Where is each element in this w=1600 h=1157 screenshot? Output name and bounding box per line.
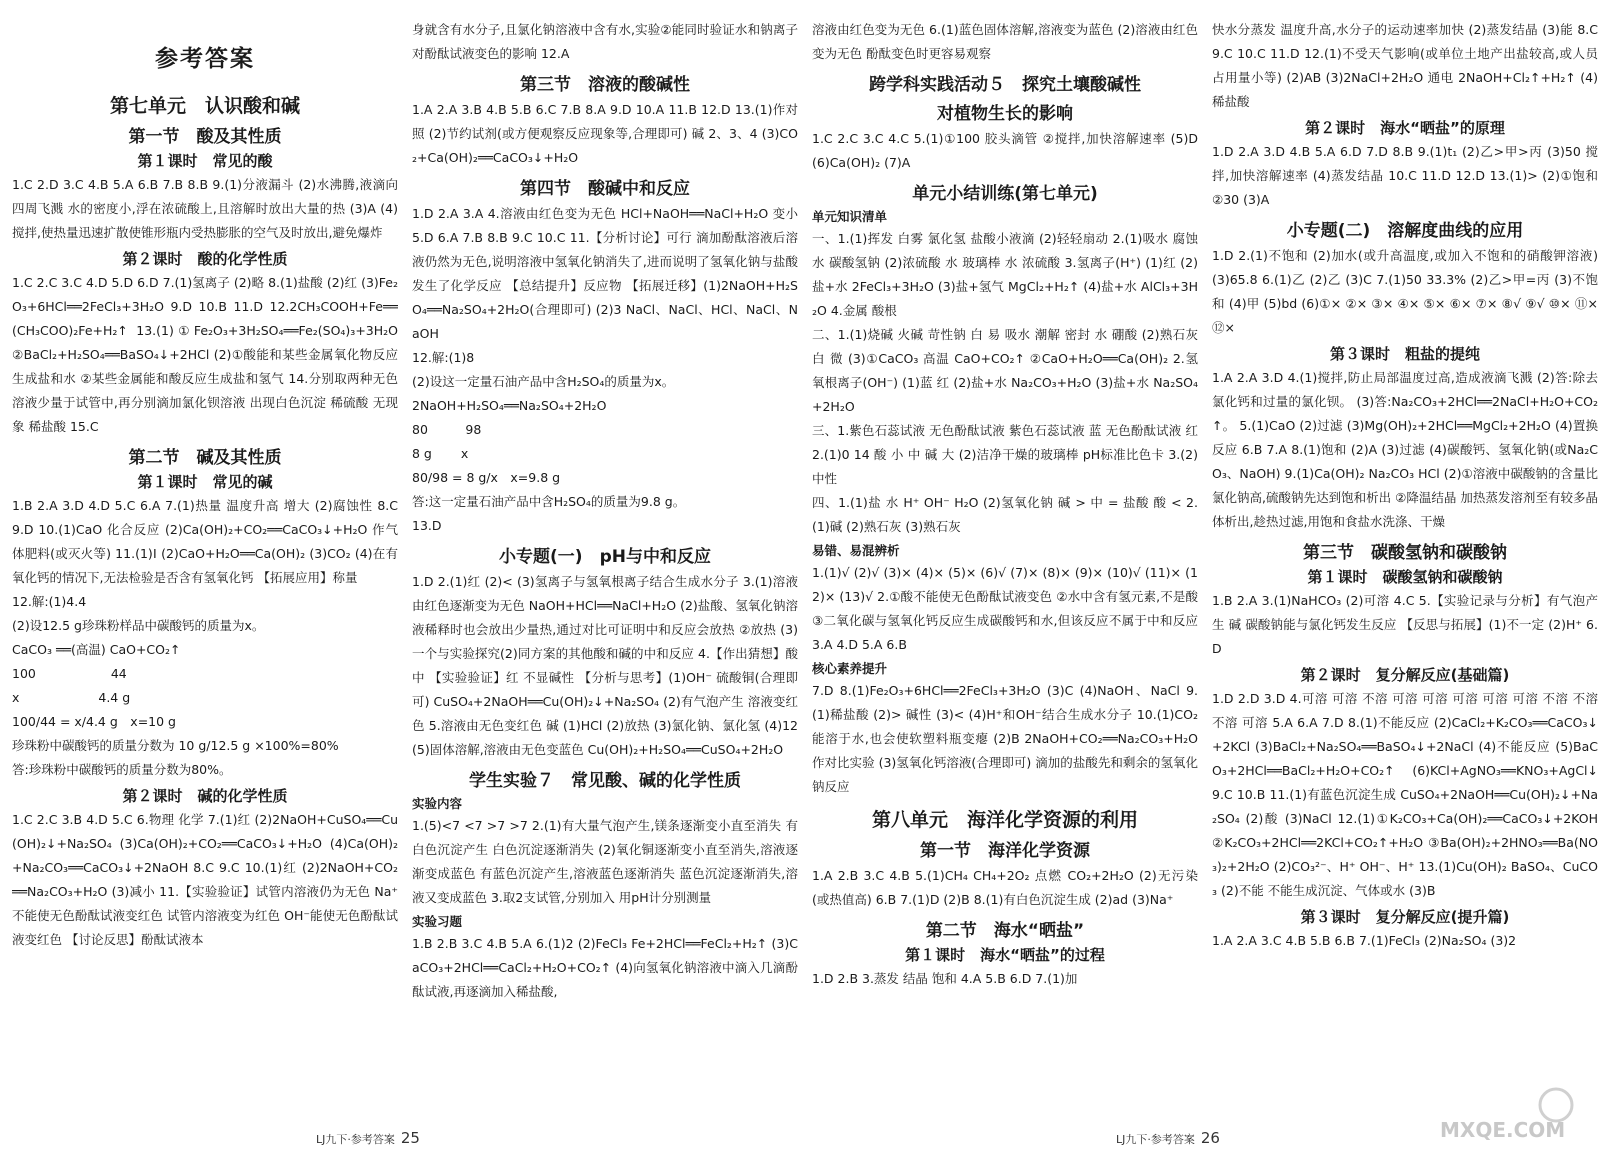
sub-label: 实验内容 bbox=[412, 796, 463, 811]
answer-text: 7.D 8.(1)Fe₂O₃+6HCl══2FeCl₃+3H₂O (3)C (4)NaOH、NaCl 9.(1)稀盐酸 (2)> 碱性 (3)< (4)H⁺和OH⁻结合生成水分子 10.(1)CO₂能溶于水,也会使软塑料瓶变瘪 (2)B 2NaOH+CO₂══Na₂CO₃+H₂O 作对比实验 (3)氢氧化钙溶液(合理即可) 滴加的盐酸先和剩余的氢氧化钠反应 bbox=[812, 683, 1198, 794]
sub-label: 核心素养提升 bbox=[812, 661, 888, 676]
answer-text: 1.A 2.B 3.C 4.B 5.(1)CH₄ CH₄+2O₂ 点燃 CO₂+2H₂O (2)无污染(或热值高) 6.B 7.(1)D (2)B 8.(1)有白色沉淀生成 (2)ad (3)Na⁺ bbox=[812, 868, 1198, 907]
section-title: 小专题(二) 溶解度曲线的应用 bbox=[1286, 221, 1524, 241]
answer-text: 13.D bbox=[412, 518, 442, 533]
unit-title: 第八单元 海洋化学资源的利用 bbox=[871, 809, 1138, 831]
footer-label: LJ九下·参考答案 bbox=[1116, 1133, 1195, 1146]
lesson-title: 第１课时 碳酸氢钠和碳酸钠 bbox=[1307, 568, 1503, 586]
answer-text: 快水分蒸发 温度升高,水分子的运动速率加快 (2)蒸发结晶 (3)能 8.C 9.C 10.C 11.D 12.(1)不受天气影响(或单位土地产出盐较高,或人员占用量小等) (2)AB (3)2NaCl+2H₂O 通电 2NaOH+Cl₂↑+H₂↑ (4)稀盐酸 bbox=[1212, 22, 1598, 109]
section-title: 第一节 酸及其性质 bbox=[128, 127, 282, 147]
lesson-title: 第３课时 复分解反应(提升篇) bbox=[1300, 908, 1510, 926]
answer-text: 1.A 2.A 3.B 4.B 5.B 6.C 7.B 8.A 9.D 10.A 11.B 12.D 13.(1)作对照 (2)节约试剂(或方便观察反应现象等,合理即可) 碱 2、3、4 (3)CO₂+Ca(OH)₂══CaCO₃↓+H₂O bbox=[412, 102, 798, 165]
section-title: 第四节 酸碱中和反应 bbox=[520, 179, 690, 199]
lesson-title: 第１课时 常见的酸 bbox=[137, 152, 273, 170]
answer-text: 1.A 2.A 3.C 4.B 5.B 6.B 7.(1)FeCl₃ (2)Na₂SO₄ (3)2 bbox=[1212, 933, 1517, 948]
equation: 80 98 bbox=[412, 422, 482, 437]
answer-text: 1.D 2.B 3.蒸发 结晶 饱和 4.A 5.B 6.D 7.(1)加 bbox=[812, 971, 1078, 986]
left-column-1 bbox=[12, 18, 398, 1118]
section-title: 第二节 碱及其性质 bbox=[128, 448, 282, 468]
answer-text: 1.D 2.(1)不饱和 (2)加水(或升高温度,或加入不饱和的硝酸钾溶液) (3)65.8 6.(1)乙 (2)乙 (3)C 7.(1)50 33.3% (2)乙>甲=丙 (3)不饱和 (4)甲 (5)bd (6)①× ②× ③× ④× ⑤× ⑥× ⑦× ⑧√ ⑨√ ⑩× ⑪× ⑫× bbox=[1212, 248, 1598, 335]
answer-text: 1.C 2.D 3.C 4.B 5.A 6.B 7.B 8.B 9.(1)分液漏斗 (2)水沸腾,液滴向四周飞溅 水的密度小,浮在浓硫酸上,且溶解时放出大量的热 (3)A (4)搅拌,使热量迅速扩散使锥形瓶内受热膨胀的空气及时放出,避免爆炸 bbox=[12, 177, 398, 240]
answer-text: 答:这一定量石油产品中含H₂SO₄的质量为9.8 g。 bbox=[412, 494, 686, 509]
answer-text: 1.C 2.C 3.B 4.D 5.C 6.物理 化学 7.(1)红 (2)2NaOH+CuSO₄══Cu(OH)₂↓+Na₂SO₄ (3)Ca(OH)₂+CO₂══CaCO₃↓+H₂O (4)Ca(OH)₂+Na₂CO₃══CaCO₃↓+2NaOH 8.C 9.C 10.(1)红 (2)2NaOH+CO₂══Na₂CO₃+H₂O (3)减小 11.【实验验证】试管内溶液仍为无色 Na⁺不能使无色酚酞试液变红色 试管内溶液变为红色 OH⁻能使无色酚酞试液变红色 【讨论反思】酚酞试液本 bbox=[12, 812, 398, 947]
lesson-title: 第２课时 海水“晒盐”的原理 bbox=[1305, 119, 1505, 137]
page-title: 参考答案 bbox=[155, 46, 255, 72]
sub-label: 实验习题 bbox=[412, 914, 463, 929]
section-title: 单元小结训练(第七单元) bbox=[912, 184, 1098, 204]
answer-text: 1.(5)<7 <7 >7 >7 2.(1)有大量气泡产生,镁条逐渐变小直至消失 有白色沉淀产生 白色沉淀逐渐消失 (2)氧化铜逐渐变小直至消失,溶液逐渐变成蓝色 有蓝色沉淀产生,溶液蓝色逐渐消失 蓝色沉淀逐渐消失,溶液又变成蓝色 3.取2支试管,分别加入 用pH计分别测量 bbox=[412, 818, 798, 905]
answer-text: 1.D 2.A 3.D 4.B 5.A 6.D 7.D 8.B 9.(1)t₁ (2)乙>甲>丙 (3)50 搅拌,加快溶解速率 (4)蒸发结晶 10.C 11.D 12.D 13.(1)> (2)①饱和 ②30 (3)A bbox=[1212, 144, 1598, 207]
answer-text: 1.D 2.A 3.A 4.溶液由红色变为无色 HCl+NaOH══NaCl+H₂O 变小 5.D 6.A 7.B 8.B 9.C 10.C 11.【分析讨论】可行 滴加酚酞溶液后溶液仍然为无色,说明溶液中氢氧化钠消失了,进而说明了氢氧化钠与盐酸发生了化学反应 【总结提升】反应物 【拓展迁移】(1)2NaOH+H₂SO₄══Na₂SO₄+2H₂O(合理即可) (2)3 NaCl、NaCl、HCl、NaCl、NaOH bbox=[412, 206, 798, 341]
lesson-title: 第２课时 碱的化学性质 bbox=[122, 787, 288, 805]
answer-text: 12.解:(1)8 bbox=[412, 350, 475, 365]
equation: x 4.4 g bbox=[12, 690, 131, 705]
page-number: 26 bbox=[1200, 1129, 1220, 1147]
lesson-title: 第２课时 酸的化学性质 bbox=[122, 250, 288, 268]
answer-text: 1.D 2.(1)红 (2)< (3)氢离子与氢氧根离子结合生成水分子 3.(1)溶液由红色逐渐变为无色 NaOH+HCl══NaCl+H₂O (2)盐酸、氢氧化钠溶液稀释时也会放出少量热,通过对比可证明中和反应会放热 ②放热 (3)一个与实验探究(2)同方案的其他酸和碱的中和反应 4.【作出猜想】酸 中 【实验验证】红 不显碱性 【分析与思考】(1)OH⁻ 硫酸铜(合理即可) CuSO₄+2NaOH══Cu(OH)₂↓+Na₂SO₄ (2)有气泡产生 溶液变红色 5.溶液由无色变红色 碱 (1)HCl (2)放热 (3)氯化钠、氯化氢 (4)12 (5)固体溶解,溶液由无色变蓝色 Cu(OH)₂+H₂SO₄══CuSO₄+2H₂O bbox=[412, 574, 798, 757]
answer-text: 四、1.(1)盐 水 H⁺ OH⁻ H₂O (2)氢氧化钠 碱 > 中 = 盐酸 酸 < 2.(1)碱 (2)熟石灰 (3)熟石灰 bbox=[812, 495, 1198, 534]
section-title: 第一节 海洋化学资源 bbox=[920, 841, 1090, 861]
equation: 8 g x bbox=[412, 446, 469, 461]
answer-text: 1.D 2.D 3.D 4.可溶 可溶 不溶 可溶 可溶 可溶 可溶 可溶 不溶 不溶 不溶 可溶 5.A 6.A 7.D 8.(1)不能反应 (2)CaCl₂+K₂CO₃══CaCO₃↓+2KCl (3)BaCl₂+Na₂SO₄══BaSO₄↓+2NaCl (4)不能反应 (5)BaCO₃+2HCl══BaCl₂+H₂O+CO₂↑ (6)KCl+AgNO₃══KNO₃+AgCl↓ 9.C 10.B 11.(1)有蓝色沉淀生成 CuSO₄+2NaOH══Cu(OH)₂↓+Na₂SO₄ (2)酸 (3)NaCl 12.(1)①K₂CO₃+Ca(OH)₂══CaCO₃↓+2KOH ②K₂CO₃+2HCl══2KCl+CO₂↑+H₂O ③Ba(OH)₂+2HNO₃══Ba(NO₃)₂+2H₂O (2)CO₃²⁻、H⁺ OH⁻、H⁺ 13.(1)Cu(OH)₂ BaSO₄、CuCO₃ (2)不能 不能生成沉淀、气体或水 (3)B bbox=[1212, 691, 1598, 898]
section-title: 学生实验７ 常见酸、碱的化学性质 bbox=[469, 771, 741, 791]
equation: CaCO₃ ══(高温) CaO+CO₂↑ bbox=[12, 642, 181, 657]
lesson-title: 第２课时 复分解反应(基础篇) bbox=[1300, 666, 1510, 684]
answer-text: (2)设12.5 g珍珠粉样品中碳酸钙的质量为x。 bbox=[12, 618, 265, 633]
answer-text: 二、1.(1)烧碱 火碱 苛性钠 白 易 吸水 潮解 密封 水 硼酸 (2)熟石灰 白 微 (3)①CaCO₃ 高温 CaO+CO₂↑ ②CaO+H₂O══Ca(OH)₂ 2.氢氧根离子(OH⁻) (1)蓝 红 (2)盐+水 Na₂CO₃+H₂O (3)盐+水 Na₂SO₄+2H₂O bbox=[812, 327, 1198, 414]
unit-title: 第七单元 认识酸和碱 bbox=[109, 95, 300, 117]
section-title: 第二节 海水“晒盐” bbox=[925, 921, 1085, 941]
watermark-logo bbox=[1436, 1083, 1586, 1143]
answer-text: 珍珠粉中碳酸钙的质量分数为 10 g/12.5 g ×100%=80% bbox=[12, 738, 339, 753]
equation: 100/44 = x/4.4 g x=10 g bbox=[12, 714, 176, 729]
equation: 80/98 = 8 g/x x=9.8 g bbox=[412, 470, 561, 485]
page-number: 25 bbox=[400, 1129, 420, 1147]
footer-label: LJ九下·参考答案 bbox=[316, 1133, 395, 1146]
sub-label: 单元知识清单 bbox=[812, 209, 888, 224]
equation: 100 44 bbox=[12, 666, 127, 681]
right-column-2 bbox=[1212, 18, 1598, 1118]
left-column-2 bbox=[412, 18, 798, 1118]
answer-text: 三、1.紫色石蕊试液 无色酚酞试液 紫色石蕊试液 蓝 无色酚酞试液 红 2.(1)0 14 酸 小 中 碱 大 (2)洁净干燥的玻璃棒 pH标准比色卡 3.(2)中性 bbox=[812, 423, 1198, 486]
page-footer bbox=[1116, 1129, 1220, 1147]
answer-text: 1.C 2.C 3.C 4.D 5.D 6.D 7.(1)氢离子 (2)略 8.(1)盐酸 (2)红 (3)Fe₂O₃+6HCl══2FeCl₃+3H₂O 9.D 10.B 11.D 12.2CH₃COOH+Fe══(CH₃COO)₂Fe+H₂↑ 13.(1)①Fe₂O₃+3H₂SO₄══Fe₂(SO₄)₃+3H₂O ②BaCl₂+H₂SO₄══BaSO₄↓+2HCl (2)①酸能和某些金属氧化物反应生成盐和水 ②某些金属能和酸反应生成盐和氢气 14.分别取两种无色溶液少量于试管中,再分别滴加氯化钡溶液 出现白色沉淀 稀硫酸 无现象 稀盐酸 15.C bbox=[12, 275, 398, 434]
answer-text: 1.B 2.B 3.C 4.B 5.A 6.(1)2 (2)FeCl₃ Fe+2HCl══FeCl₂+H₂↑ (3)CaCO₃+2HCl══CaCl₂+H₂O+CO₂↑ (4)向氢氧化钠溶液中滴入几滴酚酞试液,再逐滴加入稀盐酸, bbox=[412, 936, 798, 999]
answer-text: 12.解:(1)4.4 bbox=[12, 594, 87, 609]
answer-text: 一、1.(1)挥发 白雾 氯化氢 盐酸小液滴 (2)轻轻扇动 2.(1)吸水 腐蚀 水 碳酸氢钠 (2)浓硫酸 水 玻璃棒 水 浓硫酸 3.氢离子(H⁺) (1)红 (2)盐+水 2FeCl₃+3H₂O (3)盐+氢气 MgCl₂+H₂↑ (4)盐+水 AlCl₃+3H₂O 4.金属 酸根 bbox=[812, 231, 1198, 318]
answer-text: 1.C 2.C 3.C 4.C 5.(1)①100 胶头滴管 ②搅拌,加快溶解速率 (5)D (6)Ca(OH)₂ (7)A bbox=[812, 131, 1198, 170]
lesson-title: 第１课时 常见的碱 bbox=[137, 473, 273, 491]
answer-text: 1.A 2.A 3.D 4.(1)搅拌,防止局部温度过高,造成液滴飞溅 (2)答:除去氯化钙和过量的氯化钡。 (3)答:Na₂CO₃+2HCl══2NaCl+H₂O+CO₂↑。 5.(1)CaO (2)过滤 (3)Mg(OH)₂+2HCl══MgCl₂+2H₂O (4)置换反应 6.B 7.A 8.(1)饱和 (2)A (3)过滤 (4)碳酸钙、氢氧化钠(或Na₂CO₃、NaOH) 9.(1)Ca(OH)₂ Na₂CO₃ HCl (2)①溶液中碳酸钠的含量比氯化钠高,硫酸钠先达到饱和析出 ②降温结晶 加热蒸发溶剂至有较多晶体析出,趁热过滤,用饱和食盐水洗涤、干燥 bbox=[1212, 370, 1598, 529]
section-title: 第三节 碳酸氢钠和碳酸钠 bbox=[1303, 543, 1507, 563]
sub-label: 易错、易混辨析 bbox=[812, 543, 900, 558]
equation: 2NaOH+H₂SO₄══Na₂SO₄+2H₂O bbox=[412, 398, 607, 413]
answer-text: (2)设这一定量石油产品中含H₂SO₄的质量为x。 bbox=[412, 374, 675, 389]
answer-text: 答:珍珠粉中碳酸钙的质量分数为80%。 bbox=[12, 762, 232, 777]
answer-text: 1.(1)√ (2)√ (3)× (4)× (5)× (6)√ (7)× (8)× (9)× (10)√ (11)× (12)× (13)√ 2.①酸不能使无色酚酞试液变色 ②水中含有氢元素,不是酸 ③二氧化碳与氢氧化钙反应生成碳酸钙和水,但该反应不属于中和反应 3.A 4.D 5.A 6.B bbox=[812, 565, 1198, 652]
lesson-title: 第１课时 海水“晒盐”的过程 bbox=[905, 946, 1105, 964]
answer-text: 1.B 2.A 3.(1)NaHCO₃ (2)可溶 4.C 5.【实验记录与分析】有气泡产生 碱 碳酸钠能与氯化钙发生反应 【反思与拓展】(1)不一定 (2)H⁺ 6.D bbox=[1212, 593, 1598, 656]
section-title: 小专题(一) pH与中和反应 bbox=[499, 547, 711, 567]
watermark-text: MXQE.COM bbox=[1440, 1118, 1566, 1142]
section-title: 第三节 溶液的酸碱性 bbox=[520, 75, 690, 95]
answer-text: 溶液由红色变为无色 6.(1)蓝色固体溶解,溶液变为蓝色 (2)溶液由红色变为无色 酚酞变色时更容易观察 bbox=[812, 22, 1198, 61]
page-footer bbox=[316, 1129, 420, 1147]
answer-text: 身就含有水分子,且氯化钠溶液中含有水,实验②能同时验证水和钠离子对酚酞试液变色的影响 12.A bbox=[412, 22, 798, 61]
right-page bbox=[800, 0, 1600, 1157]
right-column-1 bbox=[812, 18, 1198, 1118]
section-title: 对植物生长的影响 bbox=[937, 104, 1073, 124]
section-title: 跨学科实践活动５ 探究土壤酸碱性 bbox=[869, 75, 1141, 95]
answer-text: 1.B 2.A 3.D 4.D 5.C 6.A 7.(1)热量 温度升高 增大 (2)腐蚀性 8.C 9.D 10.(1)CaO 化合反应 (2)Ca(OH)₂+CO₂══CaCO₃↓+H₂O 作气体肥料(或灭火等) 11.(1)Ⅰ (2)CaO+H₂O══Ca(OH)₂ (3)CO₂ (4)在有氧化钙的情况下,无法检验是否含有氢氧化钙 【拓展应用】称量 bbox=[12, 498, 398, 585]
lesson-title: 第３课时 粗盐的提纯 bbox=[1329, 345, 1480, 363]
